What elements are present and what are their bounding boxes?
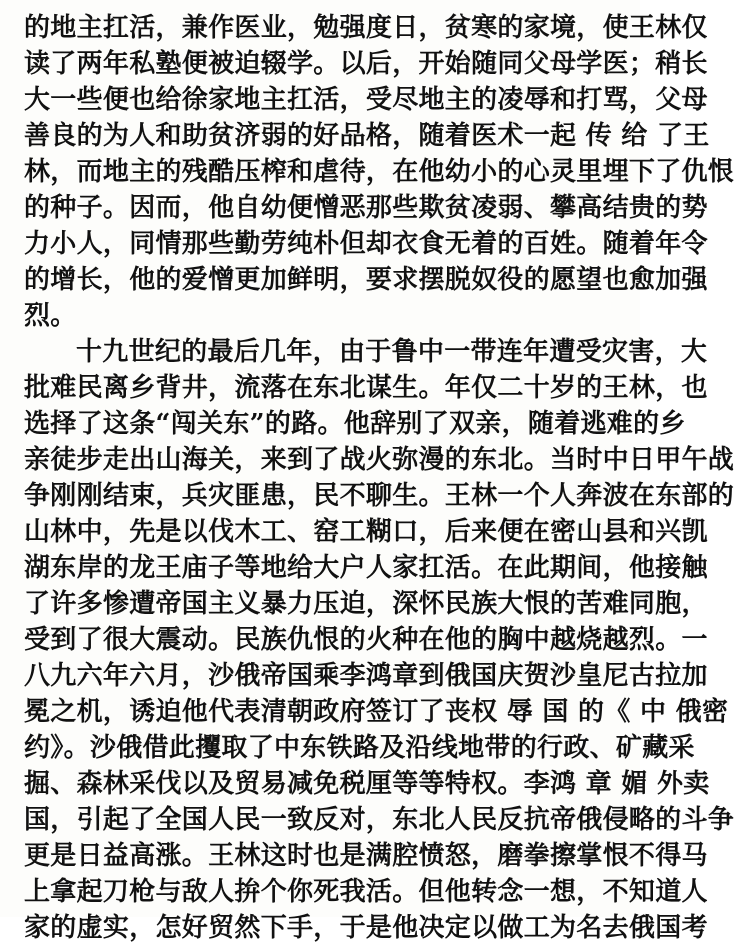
- text-line: 烈。: [24, 301, 77, 331]
- text-line: 的种子。因而，他自幼便憎恶那些欺贫凌弱、攀高结贵的势: [24, 193, 708, 223]
- text-line: 争刚刚结束，兵灾匪患，民不聊生。王林一个人奔波在东部的: [24, 481, 734, 511]
- text-line: 十九世纪的最后几年，由于鲁中一带连年遭受灾害，大: [76, 337, 708, 367]
- text-line: 家的虚实，怎好贸然下手，于是他决定以做工为名去俄国考: [24, 913, 708, 943]
- text-line: 大一些便也给徐家地主扛活，受尽地主的凌辱和打骂，父母: [24, 85, 708, 115]
- text-line: 亲徒步走出山海关，来到了战火弥漫的东北。当时中日甲午战: [24, 445, 734, 475]
- text-line: 善良的为人和助贫济弱的好品格，随着医术一起 传 给 了王: [24, 121, 710, 151]
- text-line: 冕之机，诱迫他代表清朝政府签订了丧权 辱 国 的《 中 俄密: [24, 697, 729, 727]
- text-line: 林，而地主的残酷压榨和虐待，在他幼小的心灵里埋下了仇恨: [24, 157, 734, 187]
- text-line: 八九六年六月，沙俄帝国乘李鸿章到俄国庆贺沙皇尼古拉加: [24, 661, 708, 691]
- paragraph-1: [24, 10, 734, 334]
- text-line: 的地主扛活，兼作医业，勉强度日，贫寒的家境，使王林仅: [24, 13, 708, 43]
- text-line: 选择了这条“闯关东”的路。他辞别了双亲，随着逃难的乡: [24, 409, 686, 439]
- text-line: 约》。沙俄借此攫取了中东铁路及沿线地带的行政、矿藏采: [24, 733, 695, 763]
- paragraph-2: [24, 334, 734, 946]
- text-line: 的增长，他的爱憎更加鲜明，要求摆脱奴役的愿望也愈加强: [24, 265, 708, 295]
- text-line: 受到了很大震动。民族仇恨的火种在他的胸中越烧越烈。一: [24, 625, 708, 655]
- text-line: 批难民离乡背井，流落在东北谋生。年仅二十岁的王林，也: [24, 373, 708, 403]
- text-line: 掘、森林采伐以及贸易减免税厘等等特权。李鸿 章 媚 外卖: [24, 769, 710, 799]
- text-line: 国，引起了全国人民一致反对，东北人民反抗帝俄侵略的斗争: [24, 805, 734, 835]
- text-line: 读了两年私塾便被迫辍学。以后，开始随同父母学医；稍长: [24, 49, 708, 79]
- text-line: 更是日益高涨。王林这时也是满腔愤怒，磨拳擦掌恨不得马: [24, 841, 708, 871]
- text-line: 湖东岸的龙王庙子等地给大户人家扛活。在此期间，他接触: [24, 553, 708, 583]
- document-body: [24, 10, 734, 946]
- text-line: 力小人，同情那些勤劳纯朴但却衣食无着的百姓。随着年令: [24, 229, 708, 259]
- text-line: 山林中，先是以伐木工、窑工糊口，后来便在密山县和兴凯: [24, 517, 708, 547]
- text-line: 上拿起刀枪与敌人拚个你死我活。但他转念一想，不知道人: [24, 877, 708, 907]
- text-line: 了许多惨遭帝国主义暴力压迫，深怀民族大恨的苦难同胞，: [24, 589, 708, 619]
